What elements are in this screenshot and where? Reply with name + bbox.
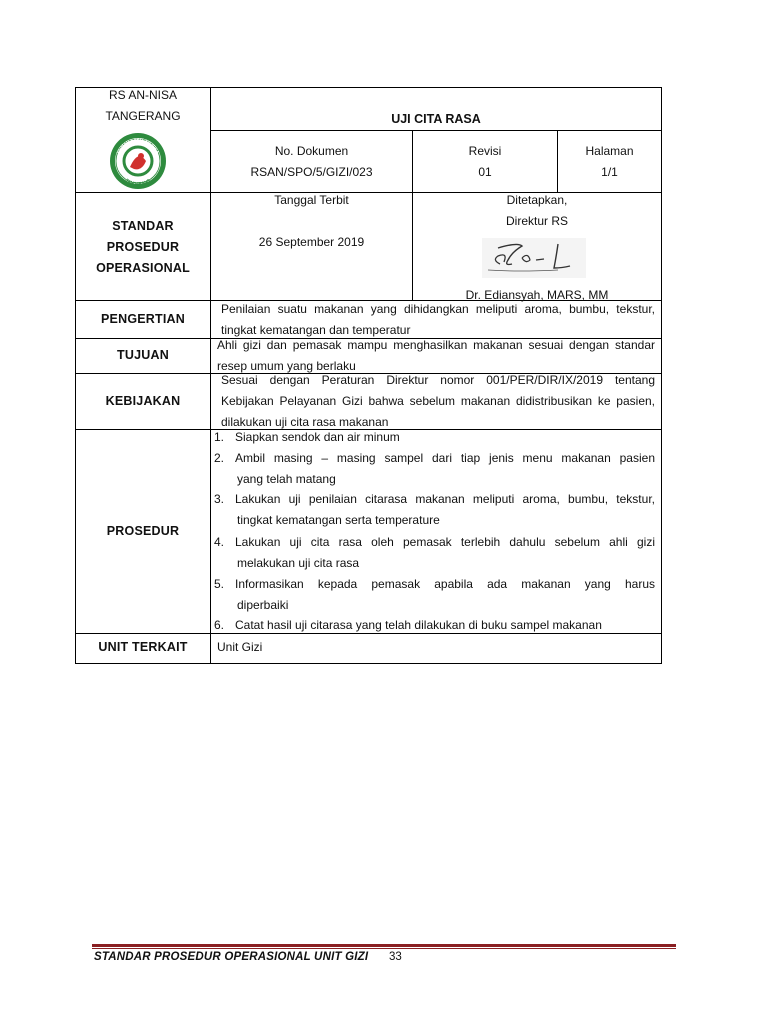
spo-label-line2: PROSEDUR <box>106 240 180 254</box>
svg-text:RUMAH SAKIT AN-NISA: RUMAH SAKIT AN-NISA <box>115 136 161 155</box>
prosedur-label: PROSEDUR <box>106 524 180 538</box>
footer-rule-thin <box>92 948 676 949</box>
kebijakan-text: Sesuai dengan Peraturan Direktur nomor 001/PER/DIR/IX/2019 tentang Kebijakan Pelayanan Gizi bahwa sebelum makanan didistribusikan ke pasien, dilakukan uji cita rasa makanan <box>221 373 655 429</box>
hospital-emblem-icon <box>108 131 168 196</box>
pengertian-text: Penilaian suatu makanan yang dihidangkan meliputi aroma, bumbu, tekstur, tingkat kematangan dan temperatur <box>221 302 655 337</box>
revision-value: 01 <box>478 165 492 179</box>
page-title: UJI CITA RASA <box>391 112 481 126</box>
table-border-right <box>661 87 662 664</box>
kebijakan-label: KEBIJAKAN <box>105 394 181 408</box>
tujuan-label: TUJUAN <box>117 348 169 362</box>
hospital-name-line1: RS AN-NISA <box>108 88 177 102</box>
director-name: Dr. Ediansyah, MARS, MM <box>465 288 609 302</box>
page-value: 1/1 <box>601 165 618 179</box>
document-number-value: RSAN/SPO/5/GIZI/023 <box>250 165 373 179</box>
document-number-label: No. Dokumen <box>274 144 349 158</box>
table-border-bottom <box>75 663 662 664</box>
spo-label-line3: OPERASIONAL <box>96 261 190 275</box>
tujuan-text: Ahli gizi dan pemasak mampu menghasilkan makanan sesuai dengan standar resep umum yang berlaku <box>217 338 655 373</box>
unit-text: Unit Gizi <box>217 640 263 654</box>
footer-rule-thick <box>92 944 676 947</box>
issued-date-label: Tanggal Terbit <box>274 193 349 207</box>
page-label: Halaman <box>585 144 634 158</box>
footer-page-number: 33 <box>389 951 402 963</box>
spo-label-line1: STANDAR <box>112 219 174 233</box>
hospital-name-line2: TANGERANG <box>105 109 181 123</box>
revision-label: Revisi <box>468 144 502 158</box>
signature-icon <box>478 234 590 287</box>
approval-label: Ditetapkan, <box>506 193 568 207</box>
unit-label: UNIT TERKAIT <box>98 640 188 654</box>
table-line-title-bottom <box>210 130 662 131</box>
table-line-revision-column <box>557 130 558 193</box>
approval-role: Direktur RS <box>505 214 568 228</box>
table-border-left <box>75 87 76 664</box>
issued-date-value: 26 September 2019 <box>258 235 365 249</box>
footer-title: STANDAR PROSEDUR OPERASIONAL UNIT GIZI <box>94 951 369 963</box>
svg-text:TANGERANG: TANGERANG <box>124 177 152 187</box>
pengertian-label: PENGERTIAN <box>101 312 185 326</box>
